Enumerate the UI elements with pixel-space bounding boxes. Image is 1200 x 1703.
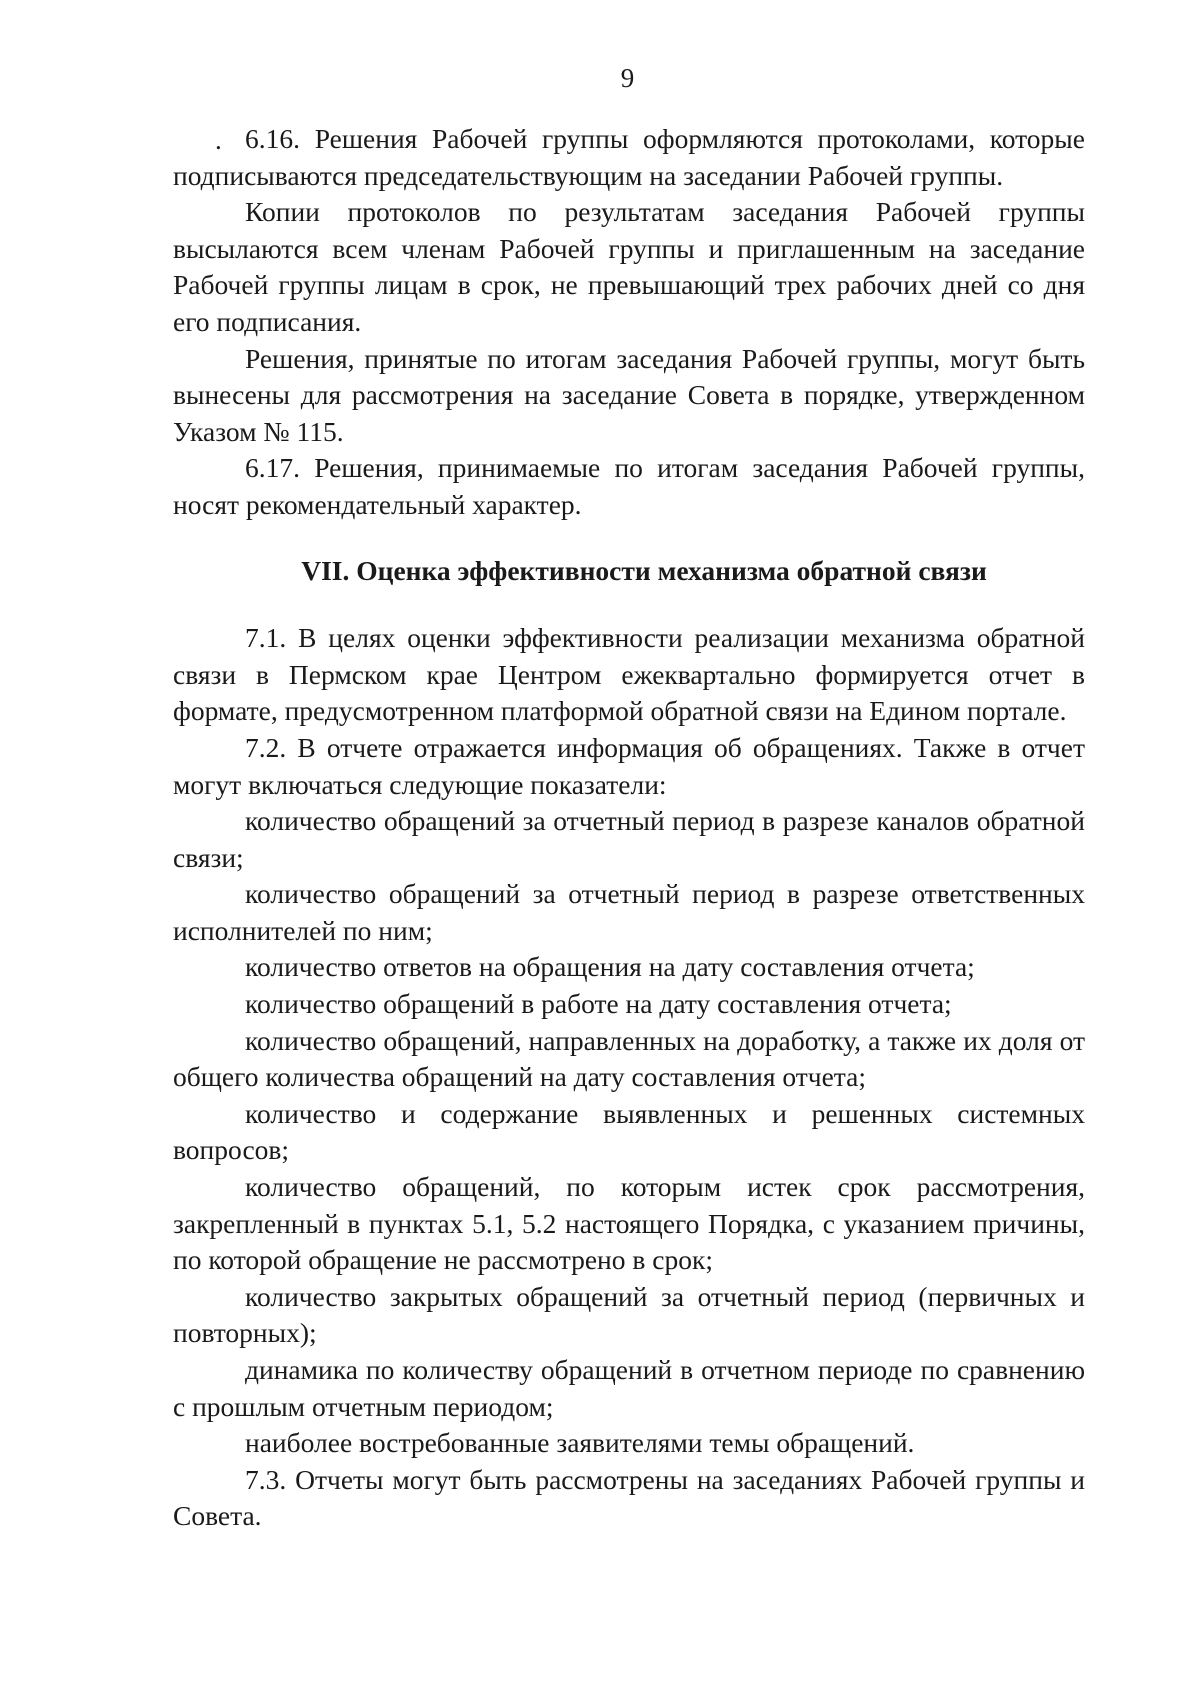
list-item: количество закрытых обращений за отчетный период (первичных и повторных);	[173, 1280, 1085, 1349]
list-item: наиболее востребованные заявителями темы обращений.	[245, 1427, 915, 1459]
list-item: динамика по количеству обращений в отчетном периоде по сравнению с прошлым отчетным периодом;	[173, 1354, 1085, 1422]
list-item: количество обращений в работе на дату составления отчета;	[245, 988, 952, 1020]
list-item: количество обращений, по которым истек срок рассмотрения, закрепленный в пунктах 5.1, 5.2 настоящего Порядка, с указанием причины, по которой обращение не рассмотрено в срок;	[173, 1171, 1085, 1276]
paragraph-decisions-council: Решения, принятые по итогам заседания Рабочей группы, могут быть вынесены для рассмотрения на заседание Совета в порядке, утвержденном Указом № 115.	[173, 342, 1085, 447]
section-title: VII. Оценка эффективности механизма обратной связи	[301, 554, 987, 586]
stray-mark: .	[215, 125, 222, 155]
paragraph-7-3: 7.3. Отчеты могут быть рассмотрены на заседаниях Рабочей группы и Совета.	[173, 1463, 1085, 1532]
paragraph-6-17: 6.17. Решения, принимаемые по итогам заседания Рабочей группы, носят рекомендательный характер.	[173, 452, 1085, 520]
list-item: количество обращений за отчетный период в разрезе ответственных исполнителей по ним;	[173, 878, 1085, 946]
paragraph-7-1: 7.1. В целях оценки эффективности реализации механизма обратной связи в Пермском крае Центром ежеквартально формируется отчет в формате, предусмотренном платформой обратной связи на Едином портале.	[173, 622, 1085, 727]
list-item: количество обращений, направленных на доработку, а также их доля от общего количества обращений на дату составления отчета;	[173, 1024, 1085, 1093]
list-item: количество и содержание выявленных и решенных системных вопросов;	[173, 1097, 1085, 1166]
paragraph-6-16: 6.16. Решения Рабочей группы оформляются протоколами, которые подписываются председательствующим на заседании Рабочей группы.	[173, 123, 1085, 191]
paragraph-7-2: 7.2. В отчете отражается информация об обращениях. Также в отчет могут включаться следующие показатели:	[173, 731, 1085, 800]
page-number: 9	[620, 63, 635, 93]
document-body	[173, 121, 1085, 1535]
list-item: количество ответов на обращения на дату составления отчета;	[245, 951, 975, 983]
list-item: количество обращений за отчетный период в разрезе каналов обратной связи;	[173, 805, 1085, 873]
paragraph-protocol-copies: Копии протоколов по результатам заседания Рабочей группы высылаются всем членам Рабочей группы и приглашенным на заседание Рабочей группы лицам в срок, не превышающий трех рабочих дней со дня его подписания.	[173, 196, 1085, 337]
